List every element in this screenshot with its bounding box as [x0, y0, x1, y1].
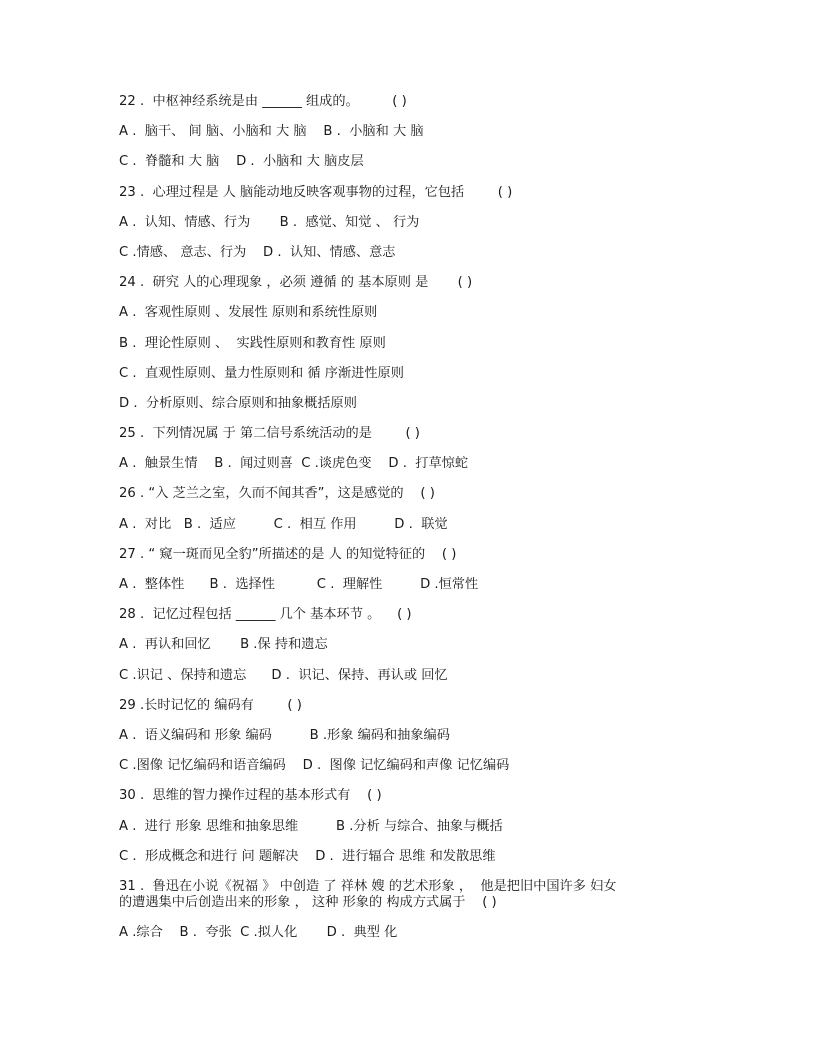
question-30: 30 . 思维的智力操作过程的基本形式有 ( ): [119, 788, 382, 804]
question-26-options: A . 对比 B . 适应 C . 相互 作用 D . 联觉: [119, 516, 448, 532]
question-30-options-cd: C . 形成概念和进行 问 题解决 D . 进行辐合 思维 和发散思维: [119, 848, 496, 864]
question-28-options-cd: C .识记 、保持和遗忘 D . 识记、保持、再认或 回忆: [119, 667, 448, 683]
question-22: 22 . 中枢神经系统是由 ______ 组成的。 ( ): [119, 94, 407, 109]
question-25: 25 . 下列情况属 于 第二信号系统活动的是 ( ): [119, 426, 420, 442]
question-27: 27 . “ 窥一斑而见全豹”所描述的是 人 的知觉特征的 ( ): [119, 546, 457, 562]
question-30-options-ab: A . 进行 形象 思维和抽象思维 B .分析 与综合、抽象与概括: [119, 818, 503, 834]
question-26: 26 . “入 芝兰之室，久而不闻其香”，这是感觉的 ( ): [119, 486, 435, 502]
question-24: 24 . 研究 人的心理现象 ，必须 遵循 的 基本原则 是 ( ): [119, 275, 473, 291]
question-31: 31 . 鲁迅在小说《祝福 》 中创造 了 祥林 嫂 的艺术形象 ， 他是把旧中国许多 妇女: [119, 878, 617, 894]
question-29-options-cd: C .图像 记忆编码和语音编码 D . 图像 记忆编码和声像 记忆编码: [119, 758, 510, 774]
question-31-continued: 的遭遇集中后创造出来的形象 ， 这种 形象的 构成方式属于 ( ): [119, 894, 497, 910]
question-28-options-ab: A . 再认和回忆 B .保 持和遗忘: [119, 637, 328, 653]
question-31-options: A .综合 B . 夸张 C .拟人化 D . 典型 化: [119, 925, 398, 941]
question-23: 23 . 心理过程是 人 脑能动地反映客观事物的过程，它包括 ( ): [119, 184, 513, 200]
question-29: 29 .长时记忆的 编码有 ( ): [119, 697, 302, 713]
question-25-options: A . 触景生情 B . 闻过则喜 C .谈虎色变 D . 打草惊蛇: [119, 456, 469, 472]
question-24-option-d: D . 分析原则、综合原则和抽象概括原则: [119, 395, 357, 411]
question-22-options-cd: C . 脊髓和 大 脑 D . 小脑和 大 脑皮层: [119, 154, 364, 170]
question-23-options-cd: C .情感、 意志、行为 D . 认知、情感、意志: [119, 244, 396, 260]
question-28: 28 . 记忆过程包括 ______ 几个 基本环节 。 ( ): [119, 607, 412, 623]
question-24-option-b: B . 理论性原则 、 实践性原则和教育性 原则: [119, 335, 386, 351]
question-24-option-c: C . 直观性原则、量力性原则和 循 序渐进性原则: [119, 365, 404, 381]
question-list: [119, 94, 719, 955]
question-23-options-ab: A . 认知、情感、行为 B . 感觉、知觉 、 行为: [119, 214, 420, 230]
question-29-options-ab: A . 语义编码和 形象 编码 B .形象 编码和抽象编码: [119, 727, 450, 743]
question-24-option-a: A . 客观性原则 、发展性 原则和系统性原则: [119, 305, 378, 321]
question-27-options: A . 整体性 B . 选择性 C . 理解性 D .恒常性: [119, 577, 479, 592]
question-22-options-ab: A . 脑干、 间 脑、小脑和 大 脑 B . 小脑和 大 脑: [119, 124, 424, 140]
